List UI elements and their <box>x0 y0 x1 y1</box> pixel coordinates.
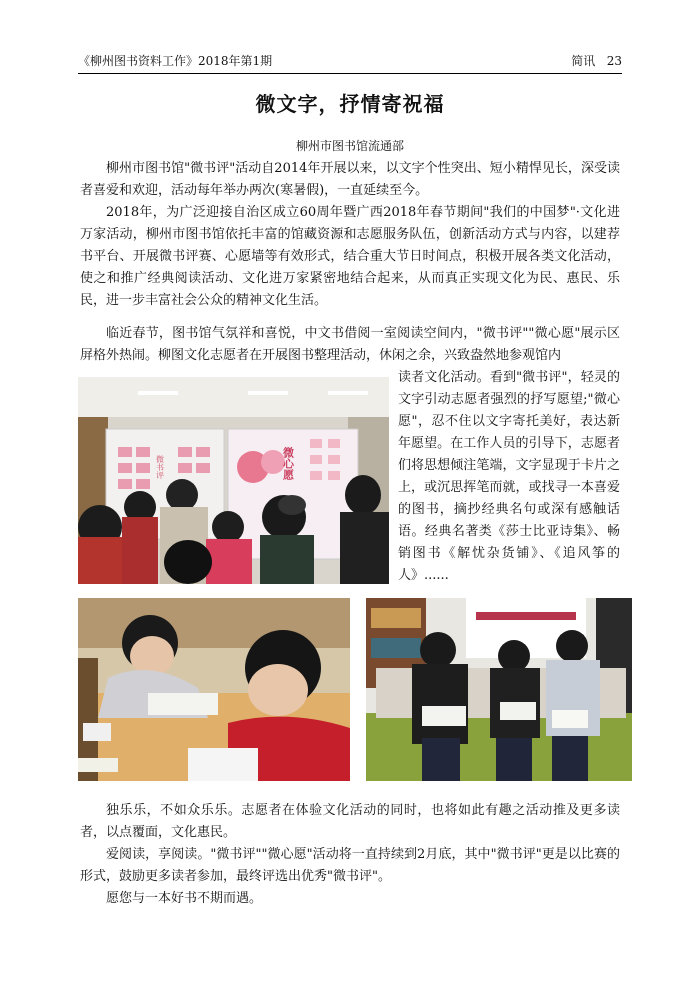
paragraph-7: 愿您与一本好书不期而遇。 <box>106 891 263 906</box>
paragraph-3: 临近春节，图书馆气氛祥和喜悦，中文书借阅一室阅读空间内，"微书评""微心愿"展示区屏格外热闹。柳图文化志愿者在开展图书整理活动，休闲之余，兴致盎然地参观馆内 <box>80 326 620 363</box>
paragraph-4-wrapped: 读者文化活动。看到"微书评"，轻灵的文字引动志愿者强烈的抒写愿望;"微心愿"，忍不住以文字寄托美好，表达新年愿望。在工作人员的引导下，志愿者们将思想倾注笔端，文字显现于卡片之上，或沉思挥笔而就，或找寻一本喜爱的图书，摘抄经典名句或深有感触话语。经典名著类《莎士比亚诗集》、畅销图书《解忧杂货铺》、《追风筝的人》...... <box>398 370 620 583</box>
article-title: 微文字，抒情寄祝福 <box>255 92 445 116</box>
running-header <box>78 52 622 70</box>
paragraph-2: 2018年，为广泛迎接自治区成立60周年暨广西2018年春节期间"我们的中国梦"·文化进万家活动，柳州市图书馆依托丰富的馆藏资源和志愿服务队伍，创新活动方式与内容，以建荐书平台、开展微书评赛、心愿墙等有效形式，结合重大节日时间点，积极开展各类文化活动，使之和推广经典阅读活动、文化进万家紧密地结合起来，从而真正实现文化为民、惠民、乐民，进一步丰富社会公众的精神文化生活。 <box>80 205 620 308</box>
photo-students-writing <box>78 598 350 781</box>
section-and-page <box>571 52 622 70</box>
journal-name: 《柳州图书资料工作》2018年第1期 <box>78 54 273 68</box>
section-label: 简讯 <box>571 54 596 68</box>
header-rule <box>78 73 622 74</box>
board-label-left: 微书评 <box>155 455 165 479</box>
article-byline: 柳州市图书馆流通部 <box>295 139 404 153</box>
board-label-right: 微心愿 <box>281 447 295 480</box>
paragraph-5: 独乐乐，不如众乐乐。志愿者在体验文化活动的同时，也将如此有趣之活动推及更多读者，以点覆面，文化惠民。 <box>80 803 620 840</box>
paragraph-1: 柳州市图书馆"微书评"活动自2014年开展以来，以文字个性突出、短小精悍见长，深受读者喜爱和欢迎，活动每年举办两次(寒暑假)，一直延续至今。 <box>80 161 620 198</box>
paragraph-6: 爱阅读，享阅读。"微书评""微心愿"活动将一直持续到2月底，其中"微书评"更是以比赛的形式，鼓励更多读者参加，最终评选出优秀"微书评"。 <box>80 847 620 884</box>
photo-girls-reading <box>366 598 632 781</box>
page-number: 23 <box>606 54 622 68</box>
photo-display-boards <box>78 377 389 584</box>
